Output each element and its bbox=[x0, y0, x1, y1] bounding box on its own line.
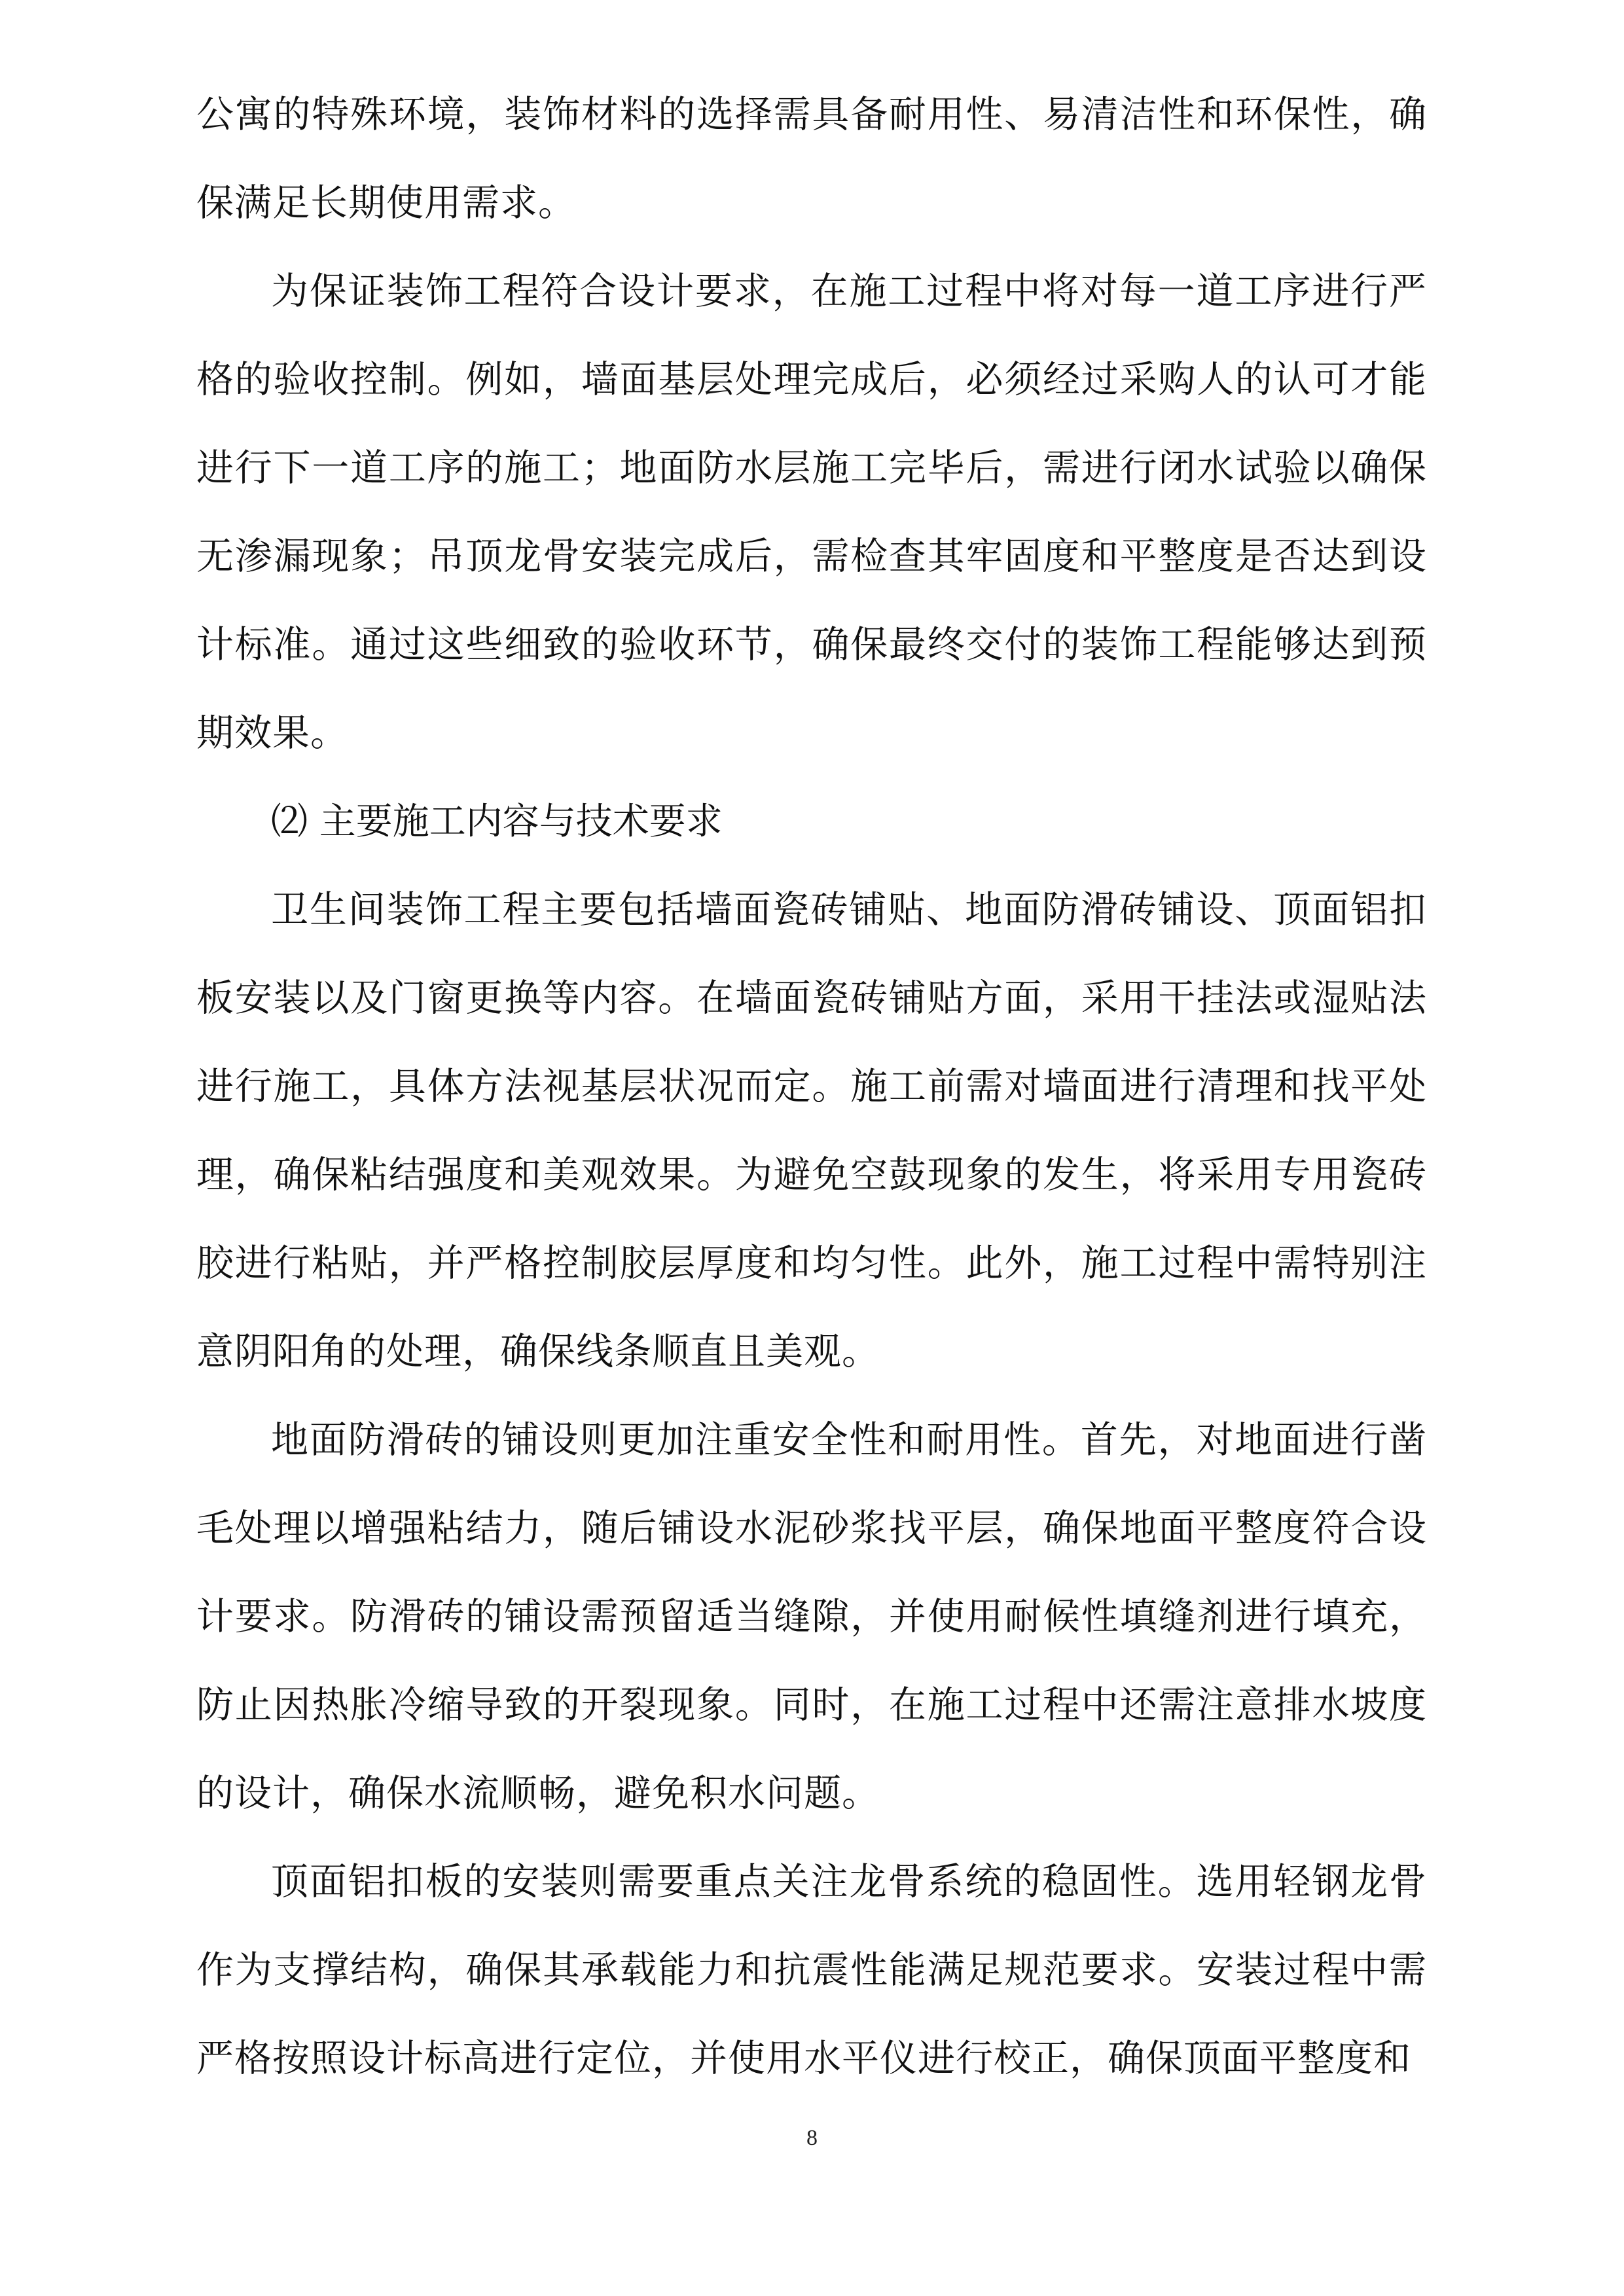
paragraph-acceptance-control: 为保证装饰工程符合设计要求，在施工过程中将对每一道工序进行严格的验收控制。例如，墙面基层处理完成后，必须经过采购人的认可才能进行下一道工序的施工；地面防水层施工完毕后，需进行闭水试验以确保无渗漏现象；吊顶龙骨安装完成后，需检查其牢固度和平整度是否达到设计标准。通过这些细致的验收环节，确保最终交付的装饰工程能够达到预期效果。 bbox=[196, 270, 1427, 755]
paragraph-wall-tiles: 卫生间装饰工程主要包括墙面瓷砖铺贴、地面防滑砖铺设、顶面铝扣板安装以及门窗更换等内容。在墙面瓷砖铺贴方面，采用干挂法或湿贴法进行施工，具体方法视基层状况而定。施工前需对墙面进行清理和找平处理，确保粘结强度和美观效果。为避免空鼓现象的发生，将采用专用瓷砖胶进行粘贴，并严格控制胶层厚度和均匀性。此外，施工过程中需特别注意阴阳角的处理，确保线条顺直且美观。 bbox=[196, 888, 1427, 1373]
paragraph-continuation: 公寓的特殊环境，装饰材料的选择需具备耐用性、易清洁性和环保性，确保满足长期使用需求。 bbox=[196, 93, 1427, 224]
body-text bbox=[196, 71, 1427, 2103]
paragraph-floor-tiles: 地面防滑砖的铺设则更加注重安全性和耐用性。首先，对地面进行凿毛处理以增强粘结力，随后铺设水泥砂浆找平层，确保地面平整度符合设计要求。防滑砖的铺设需预留适当缝隙，并使用耐候性填缝剂进行填充，防止因热胀冷缩导致的开裂现象。同时，在施工过程中还需注意排水坡度的设计，确保水流顺畅，避免积水问题。 bbox=[196, 1418, 1427, 1815]
paragraph-ceiling-panels: 顶面铝扣板的安装则需要重点关注龙骨系统的稳固性。选用轻钢龙骨作为支撑结构，确保其承载能力和抗震性能满足规范要求。安装过程中需严格按照设计标高进行定位，并使用水平仪进行校正，确保顶面平整度和 bbox=[196, 1860, 1427, 2080]
section-heading: ⑵ 主要施工内容与技术要求 bbox=[271, 800, 723, 843]
page-number: 8 bbox=[806, 2126, 818, 2150]
